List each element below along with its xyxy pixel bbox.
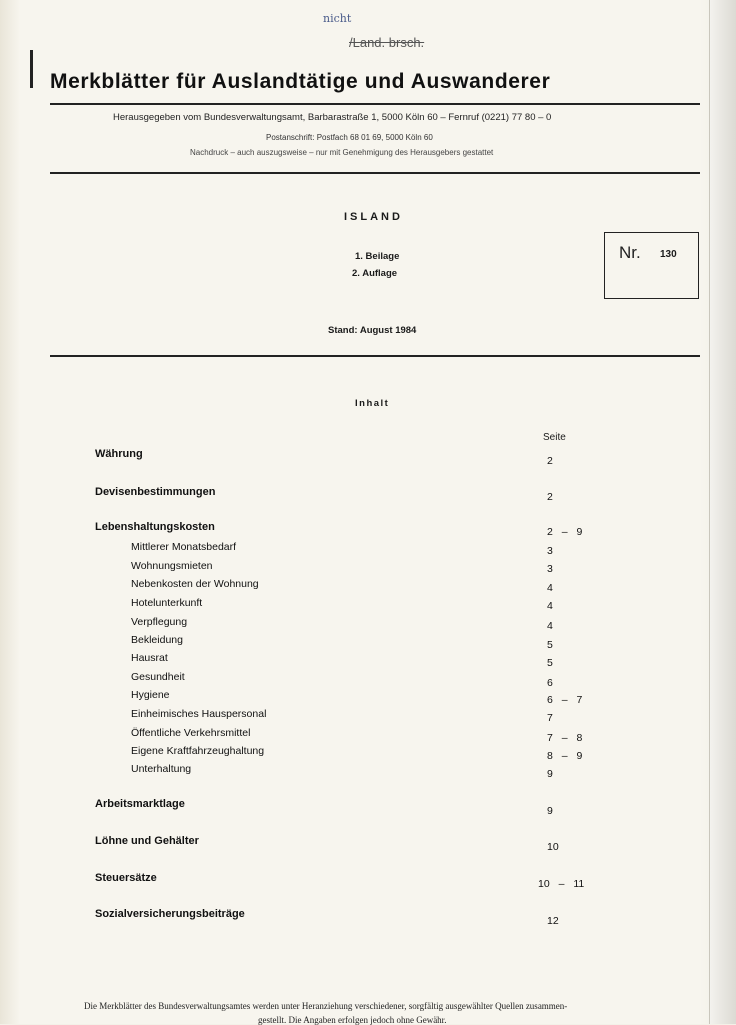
page-column-heading: Seite — [543, 432, 566, 443]
reprint-note: Nachdruck – auch auszugsweise – nur mit Genehmigung des Herausgebers gestattet — [190, 148, 494, 157]
toc-entry-label: Einheimisches Hauspersonal — [131, 708, 267, 720]
toc-entry-label: Nebenkosten der Wohnung — [131, 578, 259, 590]
toc-entry-label: Unterhaltung — [131, 763, 192, 775]
toc-entry-page: 5 — [547, 639, 553, 651]
number-box — [604, 232, 699, 299]
margin-mark — [30, 50, 33, 88]
footer-line-2: gestellt. Die Angaben erfolgen jedoch ohne Gewähr. — [258, 1015, 447, 1025]
contents-heading: Inhalt — [355, 398, 390, 409]
toc-entry-page: 12 — [547, 915, 559, 927]
toc-entry-label: Öffentliche Verkehrsmittel — [131, 727, 251, 739]
toc-entry-page: 7 – 8 — [547, 732, 583, 744]
toc-entry-label: Sozialversicherungsbeiträge — [95, 908, 245, 920]
footer-line-1: Die Merkblätter des Bundesverwaltungsamtes werden unter Heranziehung verschiedener, sorgfältig ausgewählter Quellen zusammen- — [84, 1001, 568, 1011]
toc-entry-page: 3 — [547, 563, 553, 575]
toc-entry-page: 4 — [547, 600, 553, 612]
page-edge — [709, 0, 736, 1024]
toc-entry-page: 6 — [547, 677, 553, 689]
number-value: 130 — [660, 249, 677, 260]
toc-entry-page: 2 – 9 — [547, 526, 583, 538]
auflage-label: 2. Auflage — [352, 268, 398, 279]
toc-entry-page: 4 — [547, 582, 553, 594]
postal-address: Postanschrift: Postfach 68 01 69, 5000 Köln 60 — [266, 133, 433, 142]
toc-entry-page: 5 — [547, 657, 553, 669]
toc-entry-page: 8 – 9 — [547, 750, 583, 762]
toc-entry-label: Hotelunterkunft — [131, 597, 203, 609]
document-title: Merkblätter für Auslandtätige und Auswanderer — [50, 70, 551, 93]
toc-entry-page: 2 — [547, 491, 553, 503]
toc-entry-label: Arbeitsmarktlage — [95, 798, 185, 810]
toc-entry-label: Eigene Kraftfahrzeughaltung — [131, 745, 265, 757]
toc-entry-page: 6 – 7 — [547, 694, 583, 706]
beilage-label: 1. Beilage — [355, 251, 400, 262]
toc-entry-label: Gesundheit — [131, 671, 185, 683]
status-date: Stand: August 1984 — [328, 325, 417, 336]
toc-entry-label: Lebenshaltungskosten — [95, 521, 215, 533]
toc-entry-page: 9 — [547, 805, 553, 817]
toc-entry-label: Wohnungsmieten — [131, 560, 213, 572]
toc-entry-page: 7 — [547, 712, 553, 724]
header-rule-bottom — [50, 172, 700, 174]
country-heading: ISLAND — [344, 211, 403, 223]
toc-entry-label: Verpflegung — [131, 616, 188, 628]
toc-entry-label: Hausrat — [131, 652, 168, 664]
section-rule — [50, 355, 700, 357]
handwritten-note: nicht — [323, 12, 352, 25]
toc-entry-label: Mittlerer Monatsbedarf — [131, 541, 237, 553]
toc-entry-label: Devisenbestimmungen — [95, 486, 216, 498]
number-label: Nr. — [619, 243, 641, 262]
header-rule-top — [50, 103, 700, 105]
toc-entry-label: Währung — [95, 448, 143, 460]
toc-entry-page: 10 – 11 — [538, 878, 585, 890]
publisher-line: Herausgegeben vom Bundesverwaltungsamt, Barbarastraße 1, 5000 Köln 60 – Fernruf (0221) 77 80 – 0 — [113, 112, 552, 123]
toc-entry-page: 4 — [547, 620, 553, 632]
struck-through-note: /Land. brsch. — [349, 35, 425, 50]
toc-entry-label: Bekleidung — [131, 634, 183, 646]
toc-entry-label: Löhne und Gehälter — [95, 835, 199, 847]
toc-entry-page: 9 — [547, 768, 553, 780]
toc-entry-page: 2 — [547, 455, 553, 467]
toc-entry-label: Hygiene — [131, 689, 170, 701]
toc-entry-label: Steuersätze — [95, 872, 157, 884]
toc-entry-page: 10 — [547, 841, 559, 853]
toc-entry-page: 3 — [547, 545, 553, 557]
